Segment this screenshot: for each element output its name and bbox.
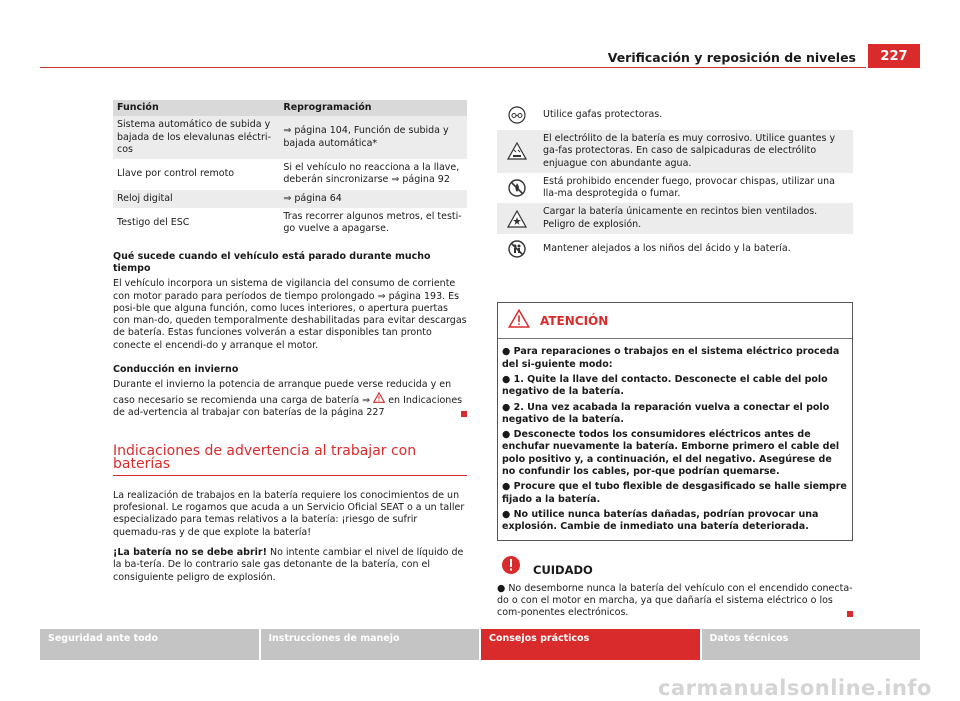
table-header-function: Función <box>113 100 279 116</box>
attention-item: ● Para reparaciones o trabajos en el sistema eléctrico proceda del si-guiente modo: <box>502 346 840 370</box>
attention-box <box>497 302 853 540</box>
hazard-text: Mantener alejados a los niños del ácido y la batería. <box>543 242 791 254</box>
corrosive-icon <box>501 142 533 160</box>
attention-item: ● Desconecte todos los consumidores eléctricos antes de enchufar nuevamente la batería. Emborne primero el cable del polo positivo y, a continuación, el del negativo. Asegúrese de no confundir los cables, por-que podrían quemarse. <box>502 429 840 478</box>
do-not-open-bold: ¡La batería no se debe abrir! <box>113 547 267 559</box>
table-row <box>113 116 467 159</box>
attention-header <box>498 303 852 339</box>
table-row <box>113 190 467 208</box>
winter-text-part1: Durante el invierno la potencia de arranque puede verse reducida y en caso necesario se recomienda una carga de batería ⇒ <box>113 379 452 406</box>
hazard-row <box>497 234 853 264</box>
attention-item-text: No utilice nunca baterías dañadas, podrían provocar una explosión. Cambie de inmediato una batería deteriorada. <box>502 508 819 533</box>
winter-text-part2: en Indicaciones de ad-vertencia al trabajar con baterías de la página 227 <box>113 394 463 418</box>
running-header-title: Verificación y reposición de niveles <box>607 50 856 65</box>
header-rule <box>40 67 866 68</box>
footer-tab-technical-data[interactable]: Datos técnicos <box>702 629 921 660</box>
attention-item-text: 1. Quite la llave del contacto. Desconecte el cable del polo negativo de la batería. <box>502 373 828 398</box>
table-cell: Si el vehículo no reacciona a la llave, deberán sincronizarse ⇒ página 92 <box>283 162 460 186</box>
table-cell: Testigo del ESC <box>117 217 190 229</box>
do-not-open-rest: No intente cambiar el nivel de líquido de la ba-tería. De lo contrario sale gas detonante de la batería, con el consiguiente peligro de explosión. <box>113 547 464 583</box>
section-title-battery-warnings: Indicaciones de advertencia al trabajar con baterías <box>113 445 467 476</box>
attention-body <box>498 339 852 539</box>
heading-winter-driving: Conducción en invierno <box>113 364 239 376</box>
paragraph-winter-driving <box>113 379 467 419</box>
footer-tab-practical-tips[interactable]: Consejos prácticos <box>481 629 700 660</box>
attention-item-text: Procure que el tubo flexible de desgasificado se halle siempre fijado a la batería. <box>502 481 847 505</box>
hazard-row <box>497 173 853 204</box>
table-cell: ⇒ página 104, Función de subida y bajada automática* <box>279 116 467 159</box>
paragraph-parked-long-time: El vehículo incorpora un sistema de vigilancia del consumo de corriente con motor parado para períodos de tiempo prolongado ⇒ página 193. Es posi-ble que alguna función, como luces interiores, o apertura puertas con man-do, queden temporalmente deshabilitadas para evitar descargas de batería. Estas funciones volverán a estar disponibles tan pronto conecte el encendi-do y arranque el motor. <box>113 278 467 351</box>
hazard-row <box>497 203 853 234</box>
table-row <box>113 159 467 190</box>
hazard-text: Utilice gafas protectoras. <box>543 108 663 120</box>
explosive-icon <box>501 210 533 228</box>
footer-tab-safety[interactable]: Seguridad ante todo <box>40 629 259 660</box>
attention-item: ● 2. Una vez acabada la reparación vuelva a conectar el polo negativo de la batería. <box>502 401 830 425</box>
footer-tab-operating-instructions[interactable]: Instrucciones de manejo <box>261 629 480 660</box>
warning-triangle-icon <box>373 395 388 406</box>
watermark: carmanualsonline.info <box>658 676 932 700</box>
table-header-reprogramming: Reprogramación <box>279 100 467 116</box>
no-fire-icon <box>501 179 533 197</box>
paragraph-battery-professional: La realización de trabajos en la batería requiere los conocimientos de un profesional. Le rogamos que acuda a un Servicio Oficial SEAT o a un taller especializado para temas relativos a la batería: ¡riesgo de sufrir quemadu-ras y de que explote la batería! <box>113 489 465 538</box>
caution-header <box>497 555 853 579</box>
table-cell: Reloj digital <box>113 190 279 208</box>
hazard-text: Está prohibido encender fuego, provocar chispas, utilizar una lla-ma desprotegida o fumar. <box>543 175 835 200</box>
function-table <box>113 100 467 239</box>
attention-item: ● 1. Quite la llave del contacto. Desconecte el cable del polo negativo de la batería. <box>502 373 828 398</box>
caution-exclamation-icon <box>501 555 521 579</box>
right-column <box>497 100 853 620</box>
table-cell: ⇒ página 64 <box>279 190 467 208</box>
end-of-section-marker <box>847 611 853 617</box>
caution-text: No desemborne nunca la batería del vehículo con el encendido conecta-do o con el motor en marcha, ya que dañaría el sistema eléctrico o los com-ponentes electrónicos. <box>497 582 853 619</box>
caution-title: CUIDADO <box>533 562 593 577</box>
hazard-text: Cargar la batería únicamente en recintos bien ventilados. Peligro de explosión. <box>543 206 818 230</box>
paragraph-do-not-open <box>113 547 467 584</box>
table-cell: Sistema automático de subida y bajada de los elevalunas eléctri-cos <box>113 116 279 159</box>
hazard-row <box>497 100 853 130</box>
left-column <box>113 100 467 584</box>
hazard-text: El electrólito de la batería es muy corrosivo. Utilice guantes y ga-fas protectoras. En caso de salpicaduras de electrólito enjuague con abundante agua. <box>543 133 836 169</box>
attention-item: ● No utilice nunca baterías dañadas, podrían provocar una explosión. Cambie de inmediato una batería deteriorada. <box>502 508 819 533</box>
table-cell: Llave por control remoto <box>117 168 235 180</box>
caution-body: ● No desemborne nunca la batería del vehículo con el encendido conecta-do o con el motor en marcha, ya que dañaría el sistema eléctrico o los com-ponentes electrónicos. <box>497 582 853 619</box>
attention-item: ● Procure que el tubo flexible de desgasificado se halle siempre fijado a la batería. <box>502 481 847 505</box>
warning-triangle-icon <box>508 309 530 332</box>
end-of-section-marker <box>461 411 467 417</box>
page-number-badge: 227 <box>868 44 920 68</box>
table-cell: Tras recorrer algunos metros, el testi-go vuelve a apagarse. <box>283 211 462 235</box>
hazard-row <box>497 130 853 173</box>
footer-navigation <box>40 629 920 660</box>
attention-item-text: Desconecte todos los consumidores eléctricos antes de enchufar nuevamente la batería. Emborne primero el cable del polo positivo y, a continuación, el del negativo. Asegúrese de no confundir los cables, por-que podrían quemarse. <box>502 429 840 478</box>
attention-item-text: Para reparaciones o trabajos en el sistema eléctrico proceda del si-guiente modo: <box>502 346 840 370</box>
goggles-icon <box>501 106 533 124</box>
heading-parked-long-time: Qué sucede cuando el vehículo está parado durante mucho tiempo <box>113 250 431 274</box>
attention-title: ATENCIÓN <box>540 313 609 328</box>
table-row <box>113 208 467 239</box>
keep-children-away-icon <box>501 240 533 258</box>
attention-item-text: 2. Una vez acabada la reparación vuelva a conectar el polo negativo de la batería. <box>502 401 830 425</box>
